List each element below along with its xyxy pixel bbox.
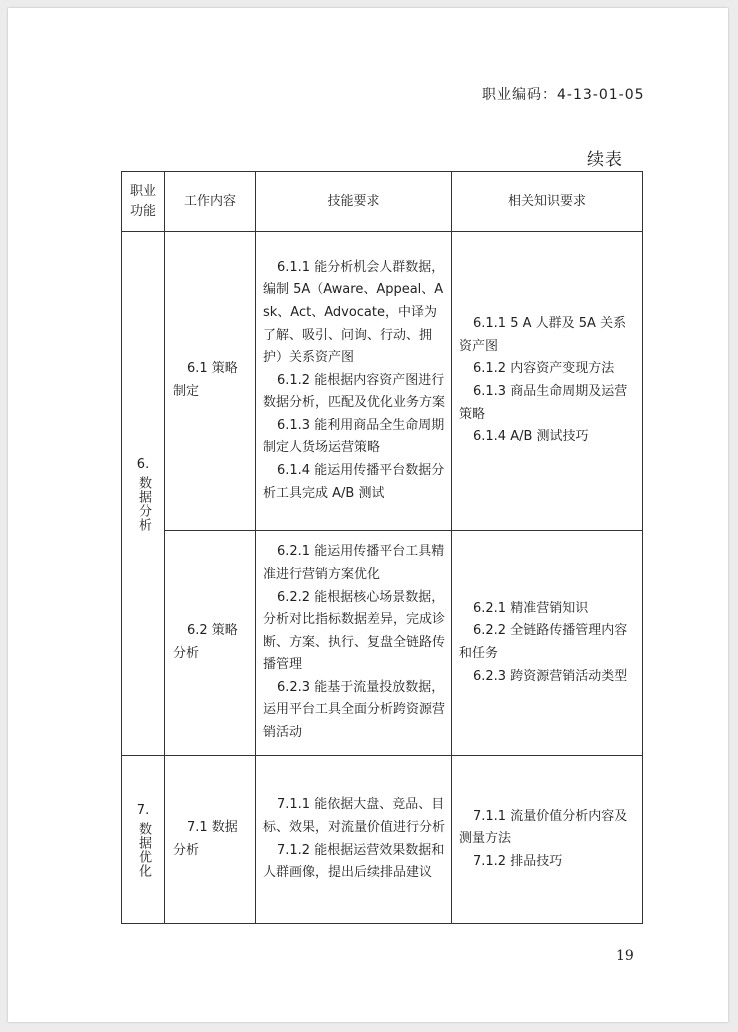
header-skill-requirements: 技能要求 (256, 172, 452, 232)
document-page (8, 8, 728, 1022)
skill-cell (256, 756, 452, 924)
knowledge-item: 6.1.1 5 A 人群及 5A 关系资产图 (459, 316, 627, 354)
work-content: 6.2 策略分析 (173, 623, 238, 661)
table-row (122, 232, 643, 531)
knowledge-item: 7.1.2 排品技巧 (473, 853, 563, 869)
skill-cell (256, 232, 452, 531)
knowledge-cell (452, 756, 643, 924)
function-number: 6. (136, 456, 150, 472)
skill-cell (256, 531, 452, 756)
skill-item: 7.1.2 能根据运营效果数据和人群画像，提出后续排品建议 (263, 842, 445, 881)
skill-item: 6.1.3 能利用商品全生命周期制定人货场运营策略 (263, 417, 445, 456)
function-cell-7 (122, 756, 165, 924)
function-name: 数据优化 (136, 821, 151, 878)
function-name: 数据分析 (136, 475, 151, 532)
skill-item: 6.2.3 能基于流量投放数据，运用平台工具全面分析跨资源营销活动 (263, 679, 446, 741)
knowledge-item: 6.2.2 全链路传播管理内容和任务 (459, 623, 628, 661)
knowledge-item: 7.1.1 流量价值分析内容及测量方法 (459, 808, 628, 847)
continued-label: 续表 (587, 150, 623, 170)
knowledge-item: 6.1.3 商品生命周期及运营策略 (459, 384, 628, 422)
skill-item: 6.2.1 能运用传播平台工具精准进行营销方案优化 (263, 544, 445, 582)
function-number: 7. (136, 802, 150, 818)
work-content: 7.1 数据分析 (173, 819, 238, 858)
skill-item: 6.1.2 能根据内容资产图进行数据分析，匹配及优化业务方案 (263, 372, 446, 411)
skill-item: 6.1.4 能运用传播平台数据分析工具完成 A/B 测试 (263, 463, 445, 501)
occupation-code: 职业编码：4-13-01-05 (482, 87, 645, 103)
header-work-content: 工作内容 (165, 172, 256, 232)
knowledge-cell (452, 531, 643, 756)
work-content: 6.1 策略制定 (173, 361, 238, 399)
skill-item: 6.2.2 能根据核心场景数据，分析对比指标数据差异，完成诊断、方案、执行、复盘全链路传播管理 (263, 589, 446, 673)
skill-item: 6.1.1 能分析机会人群数据，编制 5A（Aware、Appeal、Ask、Act、Advocate，中译为了解、吸引、问询、行动、拥护）关系资产图 (263, 259, 445, 366)
skill-item: 7.1.1 能依据大盘、竞品、目标、效果，对流量价值进行分析 (263, 797, 446, 835)
knowledge-cell (452, 232, 643, 531)
page-number: 19 (616, 948, 634, 964)
work-content-cell (165, 531, 256, 756)
knowledge-item: 6.1.4 A/B 测试技巧 (473, 429, 589, 445)
knowledge-item: 6.2.1 精准营销知识 (473, 600, 589, 616)
skills-table (121, 171, 643, 924)
table-row (122, 531, 643, 756)
knowledge-item: 6.2.3 跨资源营销活动类型 (473, 668, 628, 684)
work-content-cell (165, 756, 256, 924)
work-content-cell (165, 232, 256, 531)
header-function: 职业 功能 (122, 172, 165, 232)
table-header-row (122, 172, 643, 232)
header-knowledge-requirements: 相关知识要求 (452, 172, 643, 232)
knowledge-item: 6.1.2 内容资产变现方法 (473, 361, 615, 377)
table-row (122, 756, 643, 924)
function-cell-6 (122, 232, 165, 756)
